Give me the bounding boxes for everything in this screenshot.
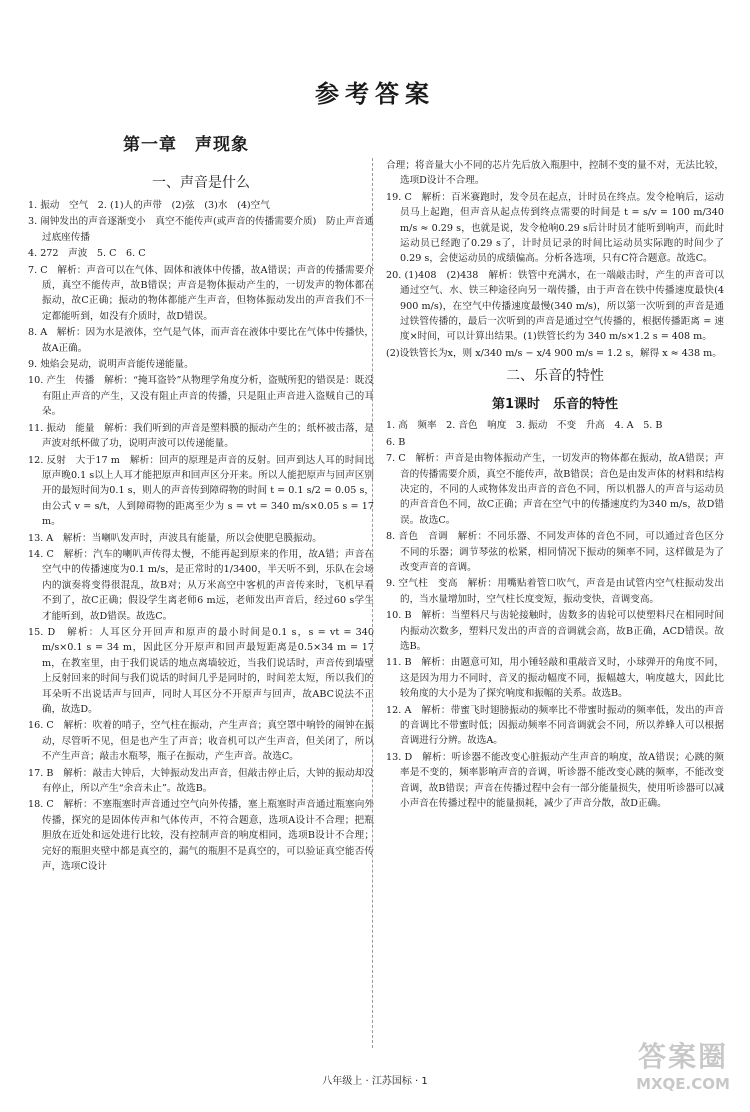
answer-item: 合理；将音量大小不同的芯片先后放入瓶胆中，控制不变的量不对，无法比较，选项D设计不合理。 xyxy=(386,160,724,187)
answer-item: 13. D 解析：听诊器不能改变心脏振动产生声音的响度，故A错误；心跳的频率是不变的，频率影响声音的音调，听诊器不能改变心跳的频率，不能改变音调，故B错误；声音在传播过程中会有一部分能量损失，使用听诊器可以减小声音在传播过程中的能量损耗，减少了声音分散，故D正确。 xyxy=(386,751,724,810)
answer-item: 17. B 解析：敲击大钟后，大钟振动发出声音，但敲击停止后，大钟的振动却没有停止，所以产生“余音未止”。故选B。 xyxy=(28,767,374,795)
column-divider xyxy=(372,158,373,1048)
answer-item: 7. C 解析：声音是由物体振动产生，一切发声的物体都在振动，故A错误；声音的传播需要介质，真空不能传声，故B错误；音色是由发声体的材料和结构决定的，不同的人或物体发出声音的音色不同，所以机器人的声音与运动员的声音音色不同，故C正确；声音在空气中的传播速度约为340 m/s，故D错误。故选C。 xyxy=(386,453,724,526)
answer-item: 9. 空气柱 变高 解析：用嘴贴着管口吹气，声音是由试管内空气柱振动发出的，当水量增加时，空气柱长度变短，振动变快，音调变高。 xyxy=(386,578,724,605)
left-column xyxy=(28,168,374,875)
answer-item: 4. 272 声波 5. C 6. C xyxy=(28,248,146,260)
answer-item: 10. 产生 传播 解析：“掩耳盗铃”从物理学角度分析，盗贼所犯的错误是：既没有阻止声音的产生，又没有阻止声音的传播，只是阻止声音进入盗贼自己的耳朵。 xyxy=(28,375,374,418)
answer-item: 8. A 解析：因为水是液体，空气是气体，而声音在液体中要比在气体中传播快，故A正确。 xyxy=(28,327,374,354)
answer-item: 3. 闹钟发出的声音逐渐变小 真空不能传声(或声音的传播需要介质) 防止声音通过底座传播 xyxy=(28,216,374,243)
lesson-title: 第1课时 乐音的特性 xyxy=(491,397,619,413)
page-title: 参考答案 xyxy=(315,80,435,108)
answer-item: 1. 高 频率 2. 音色 响度 3. 振动 不变 升高 4. A 5. B xyxy=(386,420,663,432)
answer-item: 12. 反射 大于17 m 解析：回声的原理是声音的反射。回声到达人耳的时间比原声晚0.1 s以上人耳才能把原声和回声区分开来。所以人能把原声与回声区别开的最短时间为0.1 s，则人的声音传到障碍物的时间 t = 0.1 s/2 = 0.05 s，由公式 v = s/t，人到障碍物的距离至少为 s = vt = 340 m/s×0.05 s = 17 m。 xyxy=(28,454,374,528)
watermark-logo xyxy=(624,1040,742,1102)
answer-item: 19. C 解析：百米赛跑时，发令员在起点，计时员在终点。发令枪响后，运动员马上起跑，但声音从起点传到终点需要的时间是 t = s/v = 100 m/340 m/s ≈ 0.29 s，也就是说，发令枪响0.29 s后计时员才能听到响声，而此时运动员已经跑了0.29 s了，计时员记录的时间比运动员实际跑的时间少了0.29 s，会使运动员的成绩偏高。分析各选项，只有C符合题意。故选C。 xyxy=(386,191,724,265)
answer-item: 9. 烛焰会晃动，说明声音能传递能量。 xyxy=(28,359,194,371)
answer-item: 10. B 解析：当塑料尺与齿轮接触时，齿数多的齿轮可以使塑料尺在相同时间内振动次数多，塑料尺发出的声音的音调就会高，故B正确，ACD错误。故选B。 xyxy=(386,610,724,652)
answer-item: 6. B xyxy=(386,436,406,448)
answer-item: 20. (1)408 (2)438 解析：铁管中充满水，在一端敲击时，产生的声音可以通过空气、水、铁三种途径向另一端传播，由于声音在铁中传播速度最快(4 900 m/s)，在空气中传播速度最慢(340 m/s)，所以第一次听到的声音是通过铁管传播的，最后一次听到的声音是通过空气传播的，根据传播距离 = 速度×时间，可以计算出结果。(1)铁管长约为 340 m/s×1.2 s = 408 m。 xyxy=(386,269,724,343)
answer-item: 11. 振动 能量 解析：我们听到的声音是塑料膜的振动产生的；纸杯被击落，是声波对纸杯做了功，说明声波可以传递能量。 xyxy=(28,422,374,450)
answer-item: 7. C 解析：声音可以在气体、固体和液体中传播，故A错误；声音的传播需要介质，真空不能传声，故B错误；声音是物体振动产生的，一切发声的物体都在振动，故C正确；振动的物体都能产生声音，但物体振动发出的声音我们不一定都能听到，如没有介质时，故D错误。 xyxy=(28,264,374,322)
chapter-title: 第一章 声现象 xyxy=(123,135,249,155)
answer-item: 11. B 解析：由题意可知，用小锤轻敲和重敲音叉时，小球弹开的角度不同，这是因为用力不同时，音叉的振动幅度不同，振幅越大，响度越大，因此比较角度的大小是为了探究响度和振幅的关系。故选B。 xyxy=(386,657,724,700)
section-title: 二、乐音的特性 xyxy=(506,368,604,385)
answer-item: 14. C 解析：汽车的喇叭声传得太慢，不能再起到原来的作用，故A错；声音在空气中的传播速度为0.1 m/s，是正常时的1/3400，半天听不到，乐队在会场内的演奏将变得很混乱，故B对；从万米高空中客机的声音传来时，飞机早看不到了，故C正确；假设学生离老师6 m远，老师发出声音后，经过60 s学生才能听到，故D错误。故选C。 xyxy=(28,548,374,622)
answer-item: (2)设铁管长为x，则 x/340 m/s − x/4 900 m/s = 1.2 s，解得 x ≈ 438 m。 xyxy=(386,347,722,359)
answer-item: 16. C 解析：吹着的哨子，空气柱在振动，产生声音；真空罩中响铃的闹钟在振动，尽管听不见，但是也产生了声音；收音机可以产生声音，但关闭了，所以不产生声音；敲击水瓶琴，瓶子在振动，产生声音。故选C。 xyxy=(28,720,374,763)
right-column xyxy=(386,158,724,812)
answer-item: 1. 振动 空气 2. (1)人的声带 (2)弦 (3)水 (4)空气 xyxy=(28,200,270,211)
answer-item: 8. 音色 音调 解析：不同乐器、不同发声体的音色不同，可以通过音色区分不同的乐器；调节琴弦的松紧，相同情况下振动的频率不同，这样做是为了改变声音的音调。 xyxy=(386,531,724,573)
page-footer: 八年级上 · 江苏国标 · 1 xyxy=(322,1076,428,1087)
answer-item: 13. A 解析：当喇叭发声时，声波具有能量，所以会使肥皂膜振动。 xyxy=(28,532,322,544)
answer-item: 18. C 解析：不塞瓶塞时声音通过空气向外传播，塞上瓶塞时声音通过瓶塞向外传播，探究的是固体传声和气体传声，不符合题意，选项A设计不合理；把瓶胆放在近处和远处进行比较，没有控制声音的响度相同，选项B设计不合理；完好的瓶胆夹壁中都是真空的，漏气的瓶胆不是真空的，可以验证真空能否传声，选项C设计 xyxy=(28,799,374,873)
watermark-text: 答案圈 xyxy=(637,1040,728,1073)
watermark-url: MXQE.COM xyxy=(636,1075,730,1093)
answer-item: 15. D 解析：人耳区分开回声和原声的最小时间是0.1 s，s = vt = 340 m/s×0.1 s = 34 m，因此区分开原声和回声最短距离是0.5×34 m = 17 m，在教室里，由于我们说话的地点离墙较近，当我们说话时，声音传到墙壁上反射回来的时间与我们说话的时间几乎是同时的，时间差太短，所以我们的耳朵听不出说话声与回声，同时人耳区分不开原声与回声，故ABC说法不正确，故选D。 xyxy=(28,626,374,715)
section-title: 一、声音是什么 xyxy=(152,175,250,191)
answer-item: 12. A 解析：带蜜飞时翅膀振动的频率比不带蜜时振动的频率低，发出的声音的音调比不带蜜时低；因振动频率不同音调就会不同，所以养蜂人可以根据音调进行分辨。故选A。 xyxy=(386,704,724,747)
